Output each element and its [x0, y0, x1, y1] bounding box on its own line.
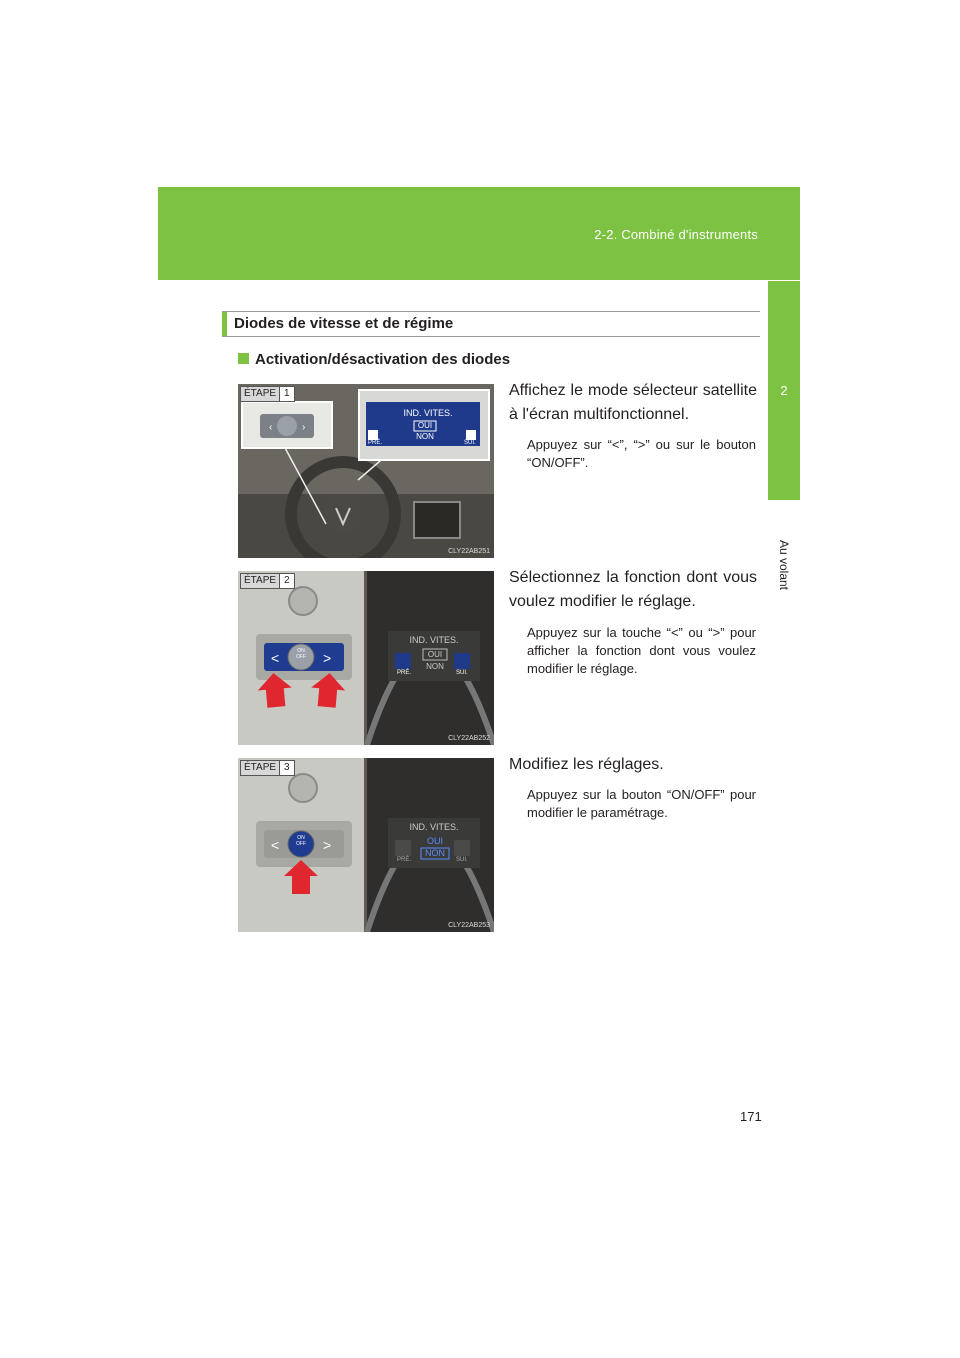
svg-text:›: › — [302, 422, 306, 433]
step-1-instruction: Affichez le mode sélecteur satellite à l'écran multifonctionnel. — [509, 382, 757, 423]
section-title: Diodes de vitesse et de régime — [234, 315, 454, 332]
header-band — [158, 187, 800, 280]
step-badge-label: ÉTAPE — [244, 762, 277, 773]
on-off-button-label: ON OFF — [296, 648, 306, 660]
svg-text:>: > — [323, 837, 332, 853]
display-option-non: NON — [425, 848, 445, 858]
step-2-description: Appuyez sur la touche “<” ou “>” pour afficher la fonction dont vous voulez modifier le réglage. — [527, 625, 756, 676]
section-header — [222, 311, 760, 337]
chapter-side-label — [768, 520, 800, 610]
display-option-oui: OUI — [426, 836, 443, 846]
svg-text:‹: ‹ — [269, 422, 273, 433]
display-option-non: NON — [416, 432, 434, 441]
step-badge-number: 1 — [279, 387, 294, 401]
display-prev: PRÉ. — [397, 670, 412, 676]
on-off-button-label: ON OFF — [296, 835, 306, 847]
figure-code: CLY22AB252 — [448, 735, 490, 742]
step-2-illustration — [238, 571, 494, 745]
step-badge-label: ÉTAPE — [244, 388, 277, 399]
display-prev: PRÉ. — [368, 440, 383, 446]
step-1-badge — [240, 386, 295, 402]
display-option-non: NON — [426, 662, 444, 671]
display-next: SUI. — [456, 670, 468, 676]
step-badge-number: 2 — [279, 574, 294, 588]
step-3-badge — [240, 760, 295, 776]
svg-text:<: < — [271, 650, 280, 666]
display-prev: PRÉ. — [397, 857, 412, 863]
step-badge-number: 3 — [279, 761, 294, 775]
step-1-illustration — [238, 384, 494, 558]
display-next: SUI. — [464, 440, 476, 446]
display-option-oui: OUI — [417, 421, 433, 430]
header-section-title: 2-2. Combiné d'instruments — [594, 227, 758, 242]
chapter-number: 2 — [780, 383, 788, 398]
chapter-tab — [768, 281, 800, 500]
step-2-badge — [240, 573, 295, 589]
step-3-instruction: Modifiez les réglages. — [509, 756, 664, 773]
svg-text:>: > — [323, 650, 332, 666]
display-next: SUI. — [456, 857, 468, 863]
display-title: IND. VITES. — [403, 408, 453, 418]
figure-code: CLY22AB251 — [448, 548, 490, 555]
display-title: IND. VITES. — [409, 822, 459, 832]
page-number: 171 — [740, 1109, 762, 1124]
section-accent-bar — [222, 312, 227, 336]
step-badge-label: ÉTAPE — [244, 575, 277, 586]
display-option-oui: OUI — [427, 650, 443, 659]
chapter-title: Au volant — [777, 539, 791, 591]
subheading-text: Activation/désactivation des diodes — [255, 351, 511, 368]
step-2-instruction: Sélectionnez la fonction dont vous voulez modifier le réglage. — [509, 569, 757, 610]
step-3-description: Appuyez sur la bouton “ON/OFF” pour modifier le paramétrage. — [527, 787, 756, 820]
step-3-illustration — [238, 758, 494, 932]
subheading — [238, 351, 510, 368]
figure-code: CLY22AB253 — [448, 922, 490, 929]
step-1-description: Appuyez sur “<”, “>” ou sur le bouton “ON/OFF”. — [527, 437, 756, 470]
square-bullet-icon — [238, 353, 249, 364]
svg-text:<: < — [271, 837, 280, 853]
display-title: IND. VITES. — [409, 635, 459, 645]
